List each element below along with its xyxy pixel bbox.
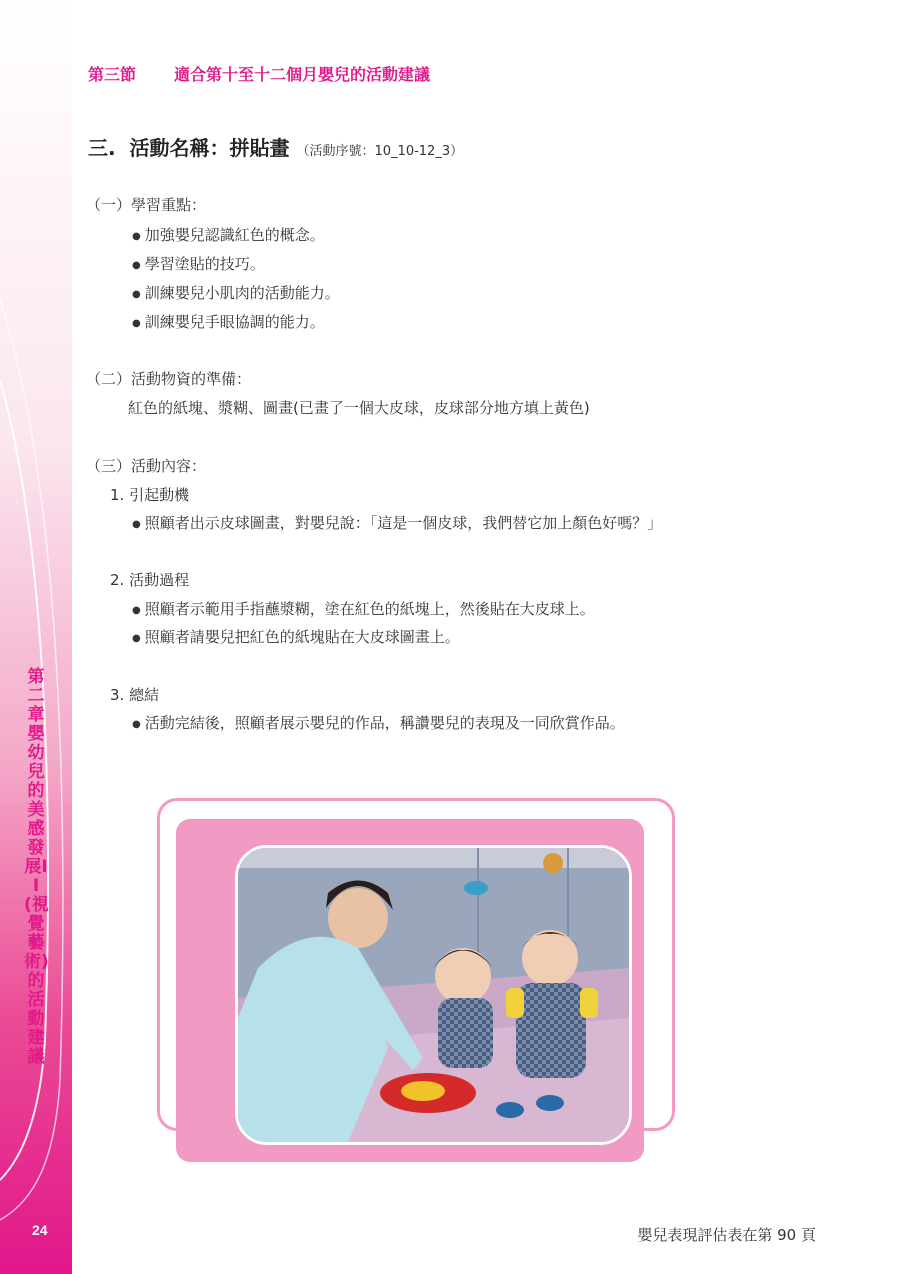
activity-serial: （活動序號：10_10-12_3） [296,144,464,159]
learning-point: ● 加強嬰兒認識紅色的概念。 [132,224,325,245]
chapter-title-vertical: 第二章 嬰幼兒的美感發展II(視覺藝術)的活動建議 [24,667,49,1067]
learning-point: ● 學習塗貼的技巧。 [132,253,265,274]
page-number: 24 [32,1222,48,1238]
activity-name: 活動名稱：拼貼畫 [129,136,290,160]
activity-title [88,132,463,161]
learning-heading: （一）學習重點： [86,196,207,214]
activity-number: 三. [88,136,116,160]
materials-text: 紅色的紙塊、漿糊、圖畫(已畫了一個大皮球，皮球部分地方填上黃色) [128,399,590,417]
step-bullet: ● 照顧者請嬰兒把紅色的紙塊貼在大皮球圖畫上。 [132,626,460,647]
assessment-reference-note: 嬰兒表現評估表在第 90 頁 [637,1226,816,1244]
step-bullet: ● 照顧者出示皮球圖畫，對嬰兒說：「這是一個皮球，我們替它加上顏色好嗎？」 [132,512,662,533]
content-heading: （三）活動內容： [86,457,207,475]
learning-point: ● 訓練嬰兒小肌肉的活動能力。 [132,282,340,303]
section-label: 第三節 [88,65,137,84]
section-title: 適合第十至十二個月嬰兒的活動建議 [174,65,431,84]
step-title: 2. 活動過程 [110,571,190,589]
learning-point: ● 訓練嬰兒手眼協調的能力。 [132,311,325,332]
step-bullet: ● 照顧者示範用手指蘸漿糊，塗在紅色的紙塊上，然後貼在大皮球上。 [132,598,595,619]
step-bullet: ● 活動完結後，照顧者展示嬰兒的作品，稱讚嬰兒的表現及一同欣賞作品。 [132,712,625,733]
photo-illustration [238,848,629,1142]
section-header [88,62,430,85]
step-title: 1. 引起動機 [110,486,190,504]
step-title: 3. 總結 [110,686,160,704]
activity-photo [235,845,632,1145]
side-curve-decoration [0,0,72,1274]
materials-heading: （二）活動物資的準備： [86,370,252,388]
